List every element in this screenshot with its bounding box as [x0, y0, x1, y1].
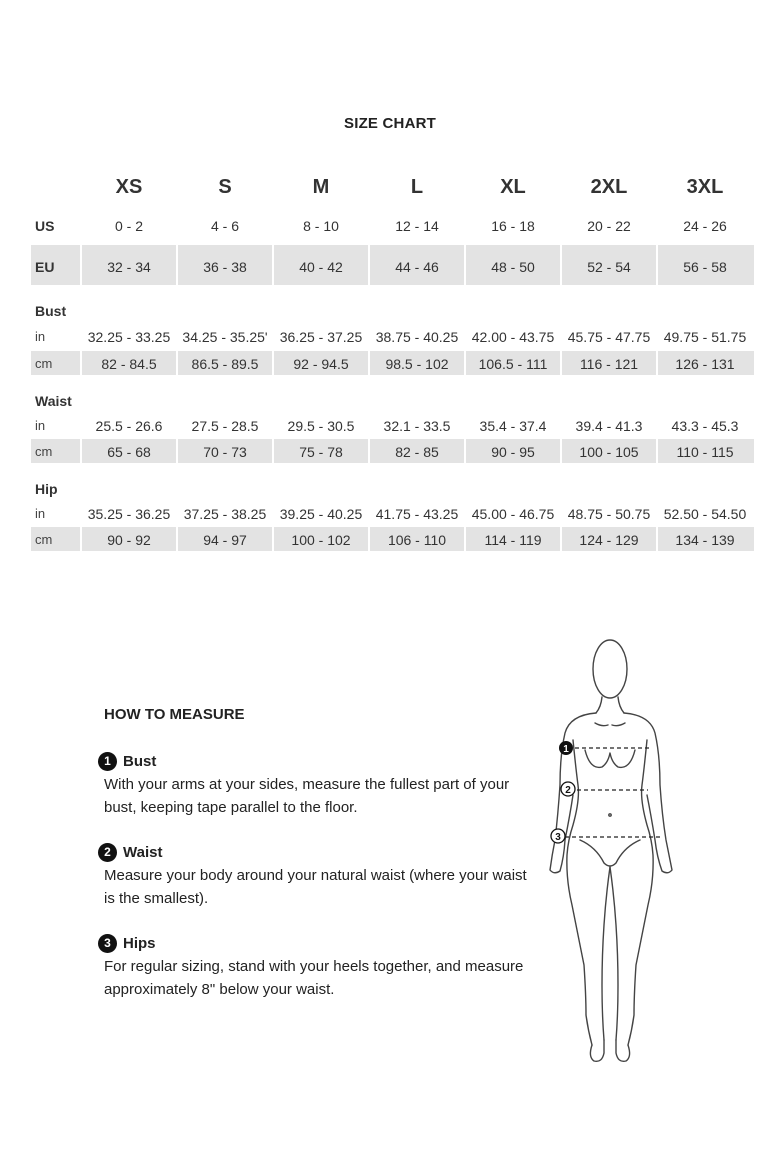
hip-cm-cell: 124 - 129	[579, 532, 639, 548]
column-divider	[272, 351, 274, 375]
figure-marker-3: 3	[555, 832, 561, 843]
column-divider	[80, 527, 82, 551]
column-divider	[80, 439, 82, 463]
figure-marker-1: 1	[563, 744, 569, 755]
bust-cm-cell: 98.5 - 102	[385, 356, 449, 372]
waist-cm-cell: 82 - 85	[395, 444, 439, 460]
column-divider	[176, 439, 178, 463]
us-cell: 20 - 22	[587, 218, 631, 234]
size-header-3xl: 3XL	[686, 176, 724, 198]
hip-section-label: Hip	[35, 481, 58, 497]
measure-hips-heading	[98, 934, 156, 953]
measure-hips-label: Hips	[123, 935, 156, 952]
bust-in-unit: in	[35, 329, 46, 344]
measure-waist-heading	[98, 843, 162, 862]
bust-cm-cell: 86.5 - 89.5	[191, 356, 259, 372]
waist-in-cell: 32.1 - 33.5	[383, 418, 451, 434]
size-header-xs: XS	[115, 176, 143, 198]
column-divider	[560, 351, 562, 375]
bust-section-label: Bust	[35, 303, 67, 319]
bust-cm-cell: 116 - 121	[579, 356, 639, 372]
waist-in-cell: 43.3 - 45.3	[671, 418, 739, 434]
measure-bust-heading	[98, 752, 156, 771]
us-cell: 12 - 14	[395, 218, 439, 234]
us-cell: 24 - 26	[683, 218, 727, 234]
column-divider	[464, 351, 466, 375]
column-divider	[560, 527, 562, 551]
bust-cm-cell: 82 - 84.5	[101, 356, 157, 372]
column-divider	[656, 351, 658, 375]
eu-row-label: EU	[35, 259, 55, 275]
hip-cm-cell: 114 - 119	[484, 532, 542, 548]
hip-in-cell: 37.25 - 38.25	[183, 506, 267, 522]
waist-in-unit: in	[35, 418, 46, 433]
hip-in-cell: 41.75 - 43.25	[375, 506, 459, 522]
eu-cell: 52 - 54	[587, 259, 631, 275]
column-divider	[176, 527, 178, 551]
eu-cell: 32 - 34	[107, 259, 151, 275]
bust-cm-unit: cm	[35, 356, 53, 371]
waist-cm-cell: 110 - 115	[676, 444, 734, 460]
measure-waist-text: Measure your body around your natural waist (where your waist is the smallest).	[104, 867, 527, 907]
waist-cm-cell: 100 - 105	[579, 444, 639, 460]
column-divider	[272, 245, 274, 285]
hip-cm-cell: 106 - 110	[387, 532, 447, 548]
size-header-s: S	[218, 176, 232, 198]
measure-bust-label: Bust	[123, 753, 157, 770]
hip-in-cell: 45.00 - 46.75	[471, 506, 555, 522]
column-divider	[656, 245, 658, 285]
waist-in-cell: 39.4 - 41.3	[575, 418, 643, 434]
us-row-label: US	[35, 218, 55, 234]
hip-cm-cell: 90 - 92	[107, 532, 151, 548]
hip-in-cell: 35.25 - 36.25	[87, 506, 171, 522]
column-divider	[176, 245, 178, 285]
waist-cm-cell: 75 - 78	[299, 444, 343, 460]
eu-cell: 36 - 38	[203, 259, 247, 275]
waist-in-cell: 35.4 - 37.4	[479, 418, 547, 434]
hip-cm-cell: 100 - 102	[291, 532, 351, 548]
us-cell: 4 - 6	[210, 218, 239, 234]
bust-in-cell: 45.75 - 47.75	[567, 329, 651, 345]
us-cell: 0 - 2	[114, 218, 143, 234]
hip-cm-unit: cm	[35, 532, 53, 547]
column-divider	[464, 245, 466, 285]
size-header-m: M	[312, 176, 330, 198]
bust-cm-cell: 106.5 - 111	[478, 356, 548, 372]
column-divider	[560, 245, 562, 285]
column-divider	[560, 439, 562, 463]
waist-cm-unit: cm	[35, 444, 53, 459]
bust-in-cell: 36.25 - 37.25	[279, 329, 363, 345]
number-3-icon: 3	[98, 934, 117, 953]
size-chart-title: SIZE CHART	[344, 115, 436, 132]
column-divider	[656, 527, 658, 551]
bust-cm-cell: 92 - 94.5	[293, 356, 349, 372]
waist-in-cell: 25.5 - 26.6	[95, 418, 163, 434]
column-divider	[464, 527, 466, 551]
waist-in-cell: 29.5 - 30.5	[287, 418, 355, 434]
bust-cm-cell: 126 - 131	[675, 356, 735, 372]
measure-waist-label: Waist	[123, 844, 163, 861]
number-2-icon: 2	[98, 843, 117, 862]
waist-section-label: Waist	[35, 393, 72, 409]
column-divider	[80, 245, 82, 285]
eu-cell: 56 - 58	[683, 259, 727, 275]
hip-in-cell: 52.50 - 54.50	[663, 506, 747, 522]
column-divider	[272, 439, 274, 463]
body-measurement-figure	[540, 635, 690, 1070]
column-divider	[272, 527, 274, 551]
figure-marker-2: 2	[565, 785, 571, 796]
column-divider	[368, 439, 370, 463]
column-divider	[368, 351, 370, 375]
eu-cell: 40 - 42	[299, 259, 343, 275]
measure-bust-text: With your arms at your sides, measure the fullest part of your bust, keeping tape parallel to the floor.	[104, 776, 510, 816]
hip-in-cell: 48.75 - 50.75	[567, 506, 651, 522]
bust-in-cell: 42.00 - 43.75	[471, 329, 555, 345]
how-to-measure-title: HOW TO MEASURE	[104, 706, 245, 723]
waist-cm-cell: 90 - 95	[491, 444, 535, 460]
hip-in-cell: 39.25 - 40.25	[279, 506, 363, 522]
column-divider	[656, 439, 658, 463]
us-cell: 8 - 10	[303, 218, 339, 234]
eu-cell: 48 - 50	[491, 259, 535, 275]
waist-cm-cell: 65 - 68	[107, 444, 151, 460]
column-divider	[80, 351, 82, 375]
bust-in-cell: 49.75 - 51.75	[663, 329, 747, 345]
bust-in-cell: 38.75 - 40.25	[375, 329, 459, 345]
measure-hips-text: For regular sizing, stand with your heels together, and measure approximately 8" below your waist.	[104, 958, 524, 998]
bust-in-cell: 32.25 - 33.25	[87, 329, 171, 345]
bust-in-cell: 34.25 - 35.25'	[182, 329, 268, 345]
hip-in-unit: in	[35, 506, 46, 521]
column-divider	[368, 245, 370, 285]
waist-in-cell: 27.5 - 28.5	[191, 418, 259, 434]
hip-cm-cell: 94 - 97	[203, 532, 247, 548]
body-outline-icon	[540, 635, 690, 1065]
hip-cm-cell: 134 - 139	[675, 532, 735, 548]
us-cell: 16 - 18	[491, 218, 535, 234]
eu-cell: 44 - 46	[395, 259, 439, 275]
column-divider	[176, 351, 178, 375]
size-header-xl: XL	[500, 176, 526, 198]
column-divider	[368, 527, 370, 551]
waist-cm-cell: 70 - 73	[203, 444, 247, 460]
column-divider	[464, 439, 466, 463]
size-header-2xl: 2XL	[590, 176, 628, 198]
size-header-l: L	[410, 176, 424, 198]
number-1-icon: 1	[98, 752, 117, 771]
